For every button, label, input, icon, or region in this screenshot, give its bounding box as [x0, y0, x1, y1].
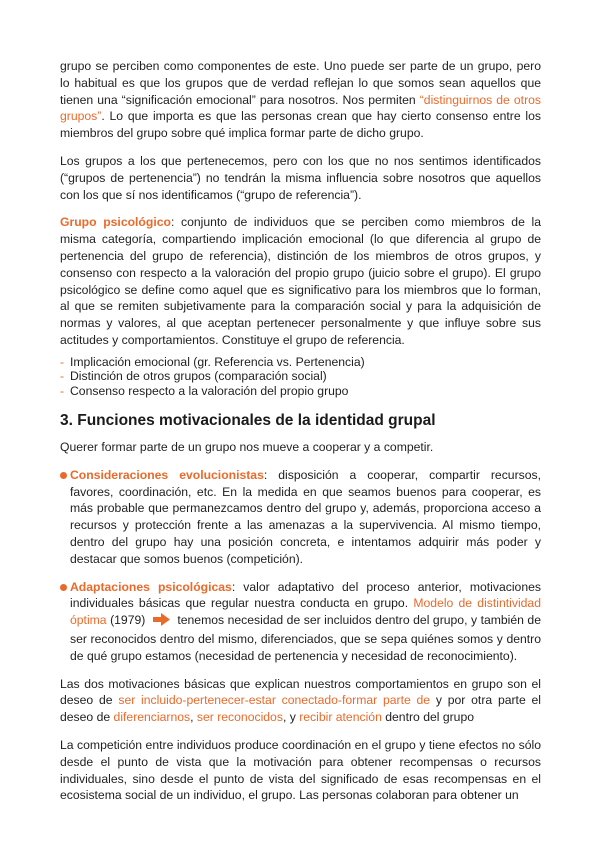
bullet-dot-icon	[60, 584, 67, 591]
paragraph-psychological-group: Grupo psicológico: conjunto de individuos que se perciben como miembros de la misma categoría, compartiendo implicación emocional (lo que diferencia al grupo de pertenencia del grupo de referencia), distinción de los miembros de otros grupos, y consenso con respecto a la valoración del propio grupo (juicio sobre el grupo). El grupo psicológico se define como aquel que es significativo para los miembros que lo forman, al que se remiten subjetivamente para la comparación social y para la adquisición de normas y valores, al que aceptan pertenecer personalmente y que influye sobre sus actitudes y comportamientos. Constituye el grupo de referencia.	[60, 215, 541, 347]
highlight-motivation: diferenciarnos	[113, 710, 191, 725]
document-page	[60, 56, 541, 804]
section-heading: 3. Funciones motivacionales de la identidad grupal	[60, 411, 436, 429]
term-psychological-group: Grupo psicológico	[60, 215, 171, 230]
bullet-evolutionary: Consideraciones evolucionistas: disposición a cooperar, compartir recursos, favores, coordinación, etc. En la medida en que seamos buenos para cooperar, es más probable que permanezcamos dentro del grupo y, además, proporciona acceso a recursos y protección frente a las amenazas a la supervivencia. Al mismo tiempo, dentro del grupo hay una posición concreta, e intentamos adquirir más poder y destacar que somos buenos (competición).	[60, 467, 541, 568]
highlight-motivation: formar parte de	[341, 693, 431, 708]
highlight-optimal-distinctiveness: Modelo de distintividad óptima	[70, 596, 541, 628]
dash-list	[60, 355, 541, 398]
list-item: - Distinción de otros grupos (comparación social)	[60, 369, 327, 384]
arrow-right-icon	[153, 613, 170, 631]
paragraph-intro: Querer formar parte de un grupo nos mueve a cooperar y a competir.	[60, 439, 434, 454]
list-item: - Implicación emocional (gr. Referencia vs. Pertenencia)	[60, 354, 365, 369]
term-adaptations: Adaptaciones psicológicas	[70, 579, 232, 594]
highlight-motivation: estar conectado	[248, 693, 338, 708]
highlight-motivation: ser incluido	[118, 693, 183, 708]
highlight-motivation: pertenecer	[186, 693, 245, 708]
paragraph-group-significance: grupo se perciben como componentes de este. Uno puede ser parte de un grupo, pero lo habitual es que los grupos que de verdad reflejan lo que somos sean aquellos que tienen una “significación emocional” para nosotros. Nos permiten “distinguirnos de otros grupos”. Lo que importa es que las personas crean que hay cierto consenso entre los miembros del grupo sobre qué implica formar parte de dicho grupo.	[60, 59, 541, 141]
paragraph-two-motivations: Las dos motivaciones básicas que explican nuestros comportamientos en grupo son el deseo de ser incluido-pertenecer-estar conectado-formar parte de y por otra parte el deseo de diferenciarnos, ser reconocidos, y recibir atención dentro del grupo	[60, 676, 541, 725]
term-evolutionary: Consideraciones evolucionistas	[70, 467, 264, 482]
highlight-distinguish: “distinguirnos de otros grupos”	[60, 92, 541, 124]
bullet-psychological-adaptations: Adaptaciones psicológicas: valor adaptativo del proceso anterior, motivaciones individuales básicas que regular nuestra conducta en grupo. Modelo de distintividad óptima (1979) tenemos necesidad de ser incluidos dentro del grupo, y también de ser reconocidos dentro del mismo, diferenciados, que se sepa quiénes somos y dentro de qué grupo estamos (necesidad de pertenencia y necesidad de reconocimiento).	[60, 579, 541, 665]
bullet-dot-icon	[60, 472, 67, 479]
paragraph-membership-groups: Los grupos a los que pertenecemos, pero con los que no nos sentimos identificados (“grupos de pertenencia”) no tendrán la misma influencia sobre nosotros que aquellos con los que sí nos identificamos (“grupo de referencia”).	[60, 153, 541, 202]
paragraph-competition: La competición entre individuos produce coordinación en el grupo y tiene efectos no sólo desde el punto de vista que la motivación para obtener recompensas o recursos individuales, sino desde el punto de vista del significado de esas recompensas en el ecosistema social de un individuo, el grupo. Las personas colaboran para obtener un	[60, 737, 541, 803]
highlight-motivation: recibir atención	[299, 710, 382, 725]
highlight-motivation: ser reconocidos	[196, 710, 283, 725]
list-item: - Consenso respecto a la valoración del propio grupo	[60, 383, 349, 398]
